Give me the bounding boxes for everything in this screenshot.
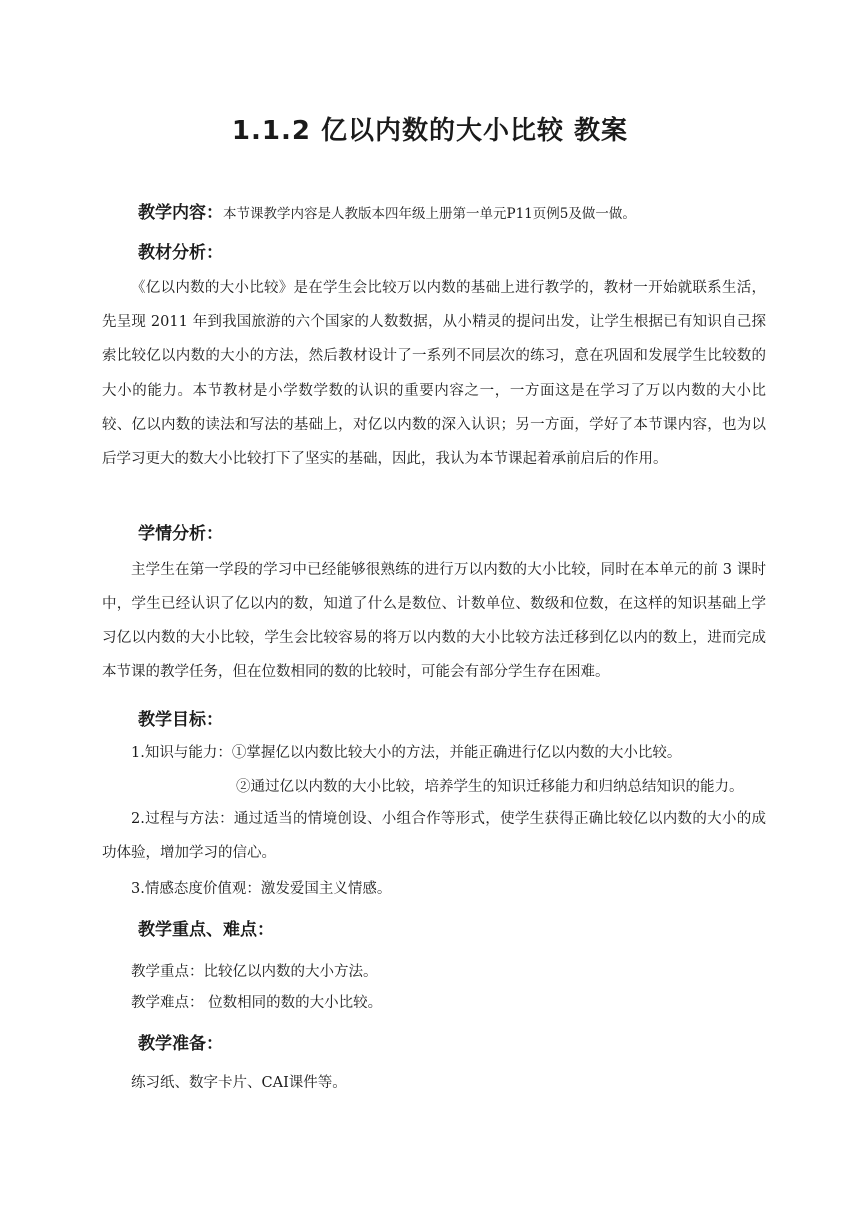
- teaching-goals-heading: 教学目标：: [138, 710, 223, 730]
- textbook-analysis-paragraph: 《亿以内数的大小比较》是在学生会比较万以内数的基础上进行教学的，教材一开始就联系生活，先呈现 2011 年到我国旅游的六个国家的人数数据，从小精灵的提问出发，让学生根据已有知识自己探索比较亿以内数的大小的方法，然后教材设计了一系列不同层次的练习，意在巩固和发展学生比较数的大小的能力。本节教材是小学数学数的认识的重要内容之一，一方面这是在学习了万以内数的大小比较、亿以内数的读法和写法的基础上，对亿以内数的深入认识；另一方面，学好了本节课内容，也为以后学习更大的数大小比较打下了坚实的基础，因此，我认为本节课起着承前启后的作用。: [102, 280, 766, 468]
- goal-item-knowledge-2: ②通过亿以内数的大小比较，培养学生的知识迁移能力和归纳总结知识的能力。: [236, 779, 744, 795]
- teaching-content-heading: 教学内容：: [138, 203, 223, 223]
- goal-item-knowledge: 1.知识与能力：①掌握亿以内数比较大小的方法，并能正确进行亿以内数的大小比较。: [131, 745, 682, 761]
- preparation-heading: 教学准备：: [138, 1034, 223, 1054]
- key-points-heading: 教学重点、难点：: [138, 920, 274, 940]
- preparation-text: 练习纸、数字卡片、CAI课件等。: [131, 1075, 347, 1091]
- document-title: 1.1.2 亿以内数的大小比较 教案: [231, 116, 629, 146]
- section-teaching-content: [138, 198, 636, 223]
- student-analysis-heading: 学情分析：: [138, 524, 223, 544]
- teaching-difficulty: 教学难点： 位数相同的数的大小比较。: [131, 995, 383, 1011]
- goal-item-process: 2.过程与方法：通过适当的情境创设、小组合作等形式，使学生获得正确比较亿以内数的大小的成功体验，增加学习的信心。: [102, 811, 766, 861]
- teaching-content-text: 本节课教学内容是人教版本四年级上册第一单元P11页例5及做一做。: [223, 206, 636, 222]
- textbook-analysis-heading: 教材分析：: [138, 243, 223, 263]
- student-analysis-paragraph: 主学生在第一学段的学习中已经能够很熟练的进行万以内数的大小比较，同时在本单元的前 3 课时中，学生已经认识了亿以内的数，知道了什么是数位、计数单位、数级和位数，在这样的知识基础上学习亿以内数的大小比较，学生会比较容易的将万以内数的大小比较方法迁移到亿以内的数上，进而完成本节课的教学任务，但在位数相同的数的比较时，可能会有部分学生存在困难。: [102, 562, 766, 680]
- goal-item-emotion: 3.情感态度价值观：激发爱国主义情感。: [131, 881, 392, 897]
- teaching-focus: 教学重点：比较亿以内数的大小方法。: [131, 964, 378, 980]
